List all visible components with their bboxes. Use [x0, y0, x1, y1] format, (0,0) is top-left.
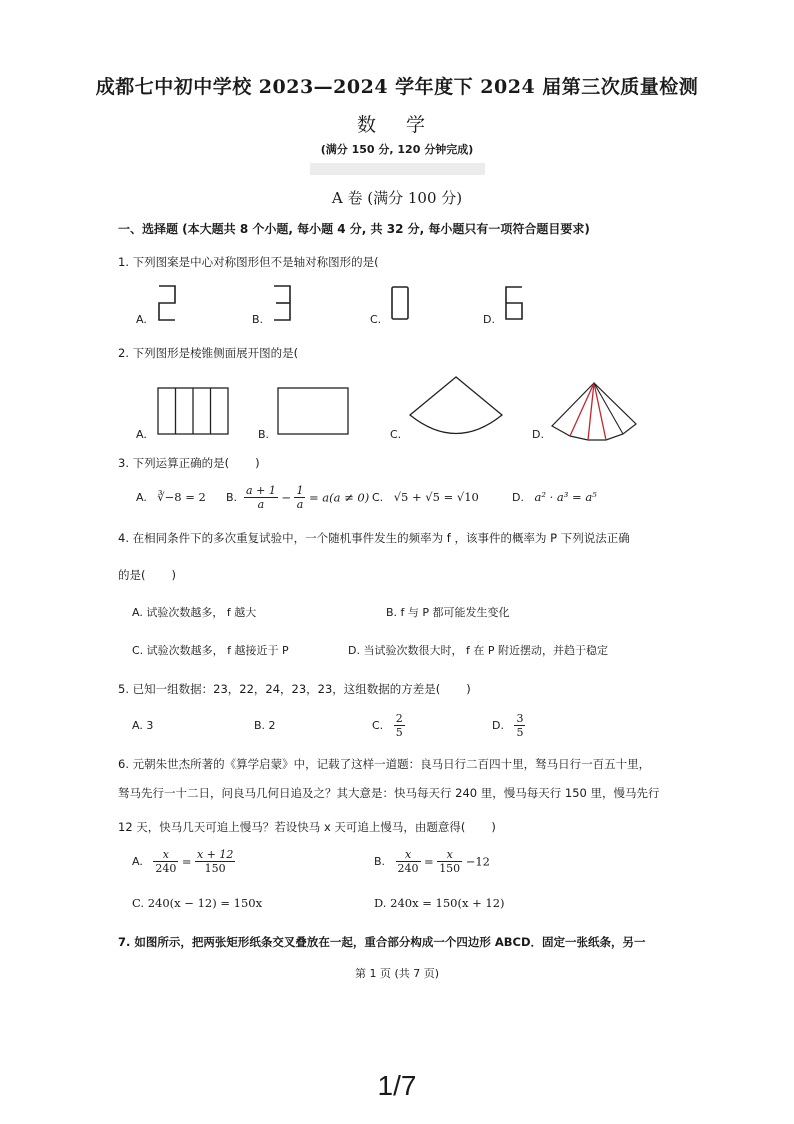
q1-label-b: B.	[252, 313, 264, 326]
q3-stem	[118, 455, 260, 471]
q3-b-minus: −	[281, 490, 291, 505]
q4-stem-close: )	[171, 568, 176, 582]
q6-line2: 驽马先行一十二日，问良马几何日追及之？其大意是：快马每天行 240 里，慢马每天行 150 里，慢马先行	[118, 786, 660, 800]
q6-line1: 6. 元朝朱世杰所著的《算学启蒙》中，记载了这样一道题：良马日行二百四十里，驽马日行一百五十里，	[118, 757, 651, 771]
q3-label-b: B.	[226, 491, 238, 504]
q3-option-d	[512, 490, 597, 504]
digit-6-figure	[503, 284, 525, 322]
q3-option-c	[372, 490, 479, 504]
q6-b-fraction-2: $\frac{x}{150}$	[439, 848, 461, 875]
q3-expr-d: a² · a³ = a⁵	[534, 490, 597, 504]
section-a-title: A 卷 (满分 100 分)	[331, 189, 463, 207]
q6-b-equals: =	[424, 854, 434, 869]
q6-label-a: A.	[132, 855, 143, 868]
rectangles-net-figure	[156, 386, 230, 438]
page-footer-label: 第 1 页 (共 7 页)	[354, 967, 440, 980]
q7-stem: 7. 如图所示，把两张矩形纸条交叉叠放在一起，重合部分构成一个四边形 ABCD．固定一张纸条，另一	[118, 935, 646, 949]
exam-title: 成都七中初中学校 2023—2024 学年度下 2024 届第三次质量检测	[95, 76, 699, 98]
pyramid-net-figure	[548, 380, 640, 442]
q5-option-d	[492, 712, 525, 739]
q3-label-c: C.	[372, 491, 384, 504]
q3-option-a	[136, 490, 206, 504]
q6-b-fraction-1: $\frac{x}{240}$	[397, 848, 419, 875]
q5-d-fraction: $\frac{3}{5}$	[516, 712, 524, 739]
q4-stem-line2	[118, 567, 176, 583]
score-note: (满分 150 分, 120 分钟完成)	[320, 143, 474, 156]
part1-heading: 一、选择题 (本大题共 8 个小题, 每小题 4 分, 共 32 分, 每小题只有一项符合题目要求)	[118, 222, 590, 236]
q6-line3-text: 12 天，快马几天可追上慢马？若设快马 x 天可追上慢马，由题意得(	[118, 820, 466, 834]
q6-a-equals: =	[181, 854, 192, 869]
q1-label-c: C.	[370, 313, 382, 326]
q4-option-b: B. f 与 P 都可能发生变化	[386, 606, 510, 619]
digit-3-figure	[271, 283, 293, 323]
q4-stem-line2-text: 的是(	[118, 568, 146, 582]
q6-line3-close: )	[491, 820, 496, 834]
q6-option-c: C. 240(x − 12) = 150x	[132, 896, 263, 910]
q6-a-fraction-2: $\frac{x + 12}{150}$	[196, 848, 234, 875]
q3-label-d: D.	[512, 491, 524, 504]
q3-b-fraction-1: $\frac{a + 1}{a}$	[246, 484, 276, 511]
q5-option-c	[372, 712, 405, 739]
q2-label-d: D.	[532, 428, 544, 441]
q6-line3	[118, 819, 496, 835]
q5-stem	[118, 681, 471, 697]
digit-0-figure	[389, 284, 411, 322]
q6-option-b	[374, 848, 490, 875]
q3-expr-a: ∛−8 = 2	[157, 490, 206, 504]
subject-title: 数 学	[356, 114, 438, 136]
q1-stem: 1. 下列图案是中心对称图形但不是轴对称图形的是(	[118, 255, 379, 269]
q5-label-c: C.	[372, 719, 384, 732]
q4-option-c: C. 试验次数越多， f 越接近于 P	[132, 644, 289, 657]
q5-option-b: B. 2	[254, 719, 276, 732]
q2-label-c: C.	[390, 428, 402, 441]
q4-stem-line1: 4. 在相同条件下的多次重复试验中，一个随机事件发生的频率为 f ，该事件的概率为 P 下列说法正确	[118, 531, 630, 545]
q5-c-fraction: $\frac{2}{5}$	[395, 712, 403, 739]
q2-label-b: B.	[258, 428, 270, 441]
q5-option-a: A. 3	[132, 719, 154, 732]
q5-stem-text: 5. 已知一组数据：23，22，24，23，23，这组数据的方差是(	[118, 682, 441, 696]
q3-stem-close: )	[255, 456, 260, 470]
q3-b-rest: = a(a ≠ 0)	[308, 490, 370, 505]
page-indicator: 1/7	[377, 1070, 417, 1101]
digit-2-figure	[156, 283, 178, 323]
q2-label-a: A.	[136, 428, 147, 441]
q3-b-fraction-2: $\frac{1}{a}$	[296, 484, 304, 511]
q3-option-b	[226, 484, 369, 511]
q1-label-d: D.	[483, 313, 495, 326]
q4-option-a: A. 试验次数越多， f 越大	[132, 606, 257, 619]
q5-label-d: D.	[492, 719, 504, 732]
sector-figure	[404, 374, 508, 440]
q3-stem-text: 3. 下列运算正确的是(	[118, 456, 230, 470]
q6-a-fraction-1: $\frac{x}{240}$	[155, 848, 177, 875]
q6-option-a	[132, 848, 235, 875]
q3-label-a: A.	[136, 491, 147, 504]
q1-label-a: A.	[136, 313, 147, 326]
q3-expr-c: √5 + √5 = √10	[393, 490, 479, 504]
q6-b-rest: −12	[465, 854, 490, 869]
q2-stem: 2. 下列图形是棱锥侧面展开图的是(	[118, 346, 299, 360]
scan-smudge	[310, 163, 485, 175]
q6-option-d: D. 240x = 150(x + 12)	[374, 896, 505, 910]
single-rectangle-figure	[276, 386, 350, 438]
q6-label-b: B.	[374, 855, 386, 868]
q5-stem-close: )	[466, 682, 471, 696]
q4-option-d: D. 当试验次数很大时， f 在 P 附近摆动，并趋于稳定	[348, 644, 608, 657]
